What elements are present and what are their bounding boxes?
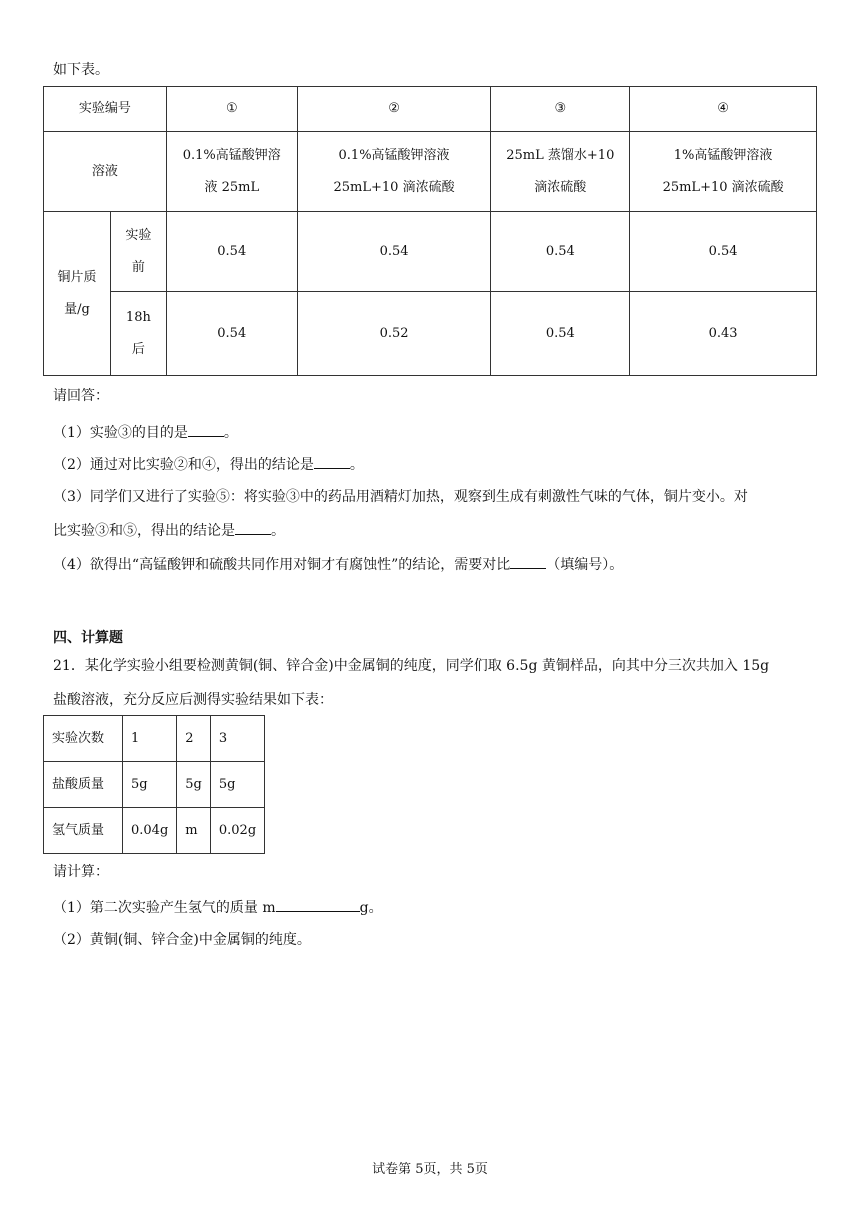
question-2: （2）通过对比实验②和④，得出的结论是 。 <box>53 454 364 475</box>
section-title: 四、计算题 <box>53 630 123 646</box>
mass-cell: 0.54 <box>166 292 297 376</box>
table-cell: 实验次数 <box>44 716 123 762</box>
table-header-cell: ④ <box>630 87 817 132</box>
mass-cell: 0.54 <box>491 212 630 292</box>
before-label: 实验 前 <box>110 212 166 292</box>
table-cell: 1 <box>123 716 177 762</box>
answer-blank <box>188 422 224 437</box>
answer-prompt: 请回答： <box>53 388 109 404</box>
problem-21-line2: 盐酸溶液，充分反应后测得实验结果如下表： <box>53 692 333 708</box>
calc-question-1: （1）第二次实验产生氢气的质量 m g。 <box>53 897 383 918</box>
table-row <box>44 762 265 808</box>
table-cell: 5g <box>210 762 264 808</box>
solution-label: 溶液 <box>44 132 167 212</box>
table-row <box>44 808 265 854</box>
question-3-line2: 比实验③和⑤，得出的结论是 。 <box>53 520 285 541</box>
solution-cell: 0.1%高锰酸钾溶液 25mL+10 滴浓硫酸 <box>297 132 491 212</box>
solution-cell: 25mL 蒸馏水+10 滴浓硫酸 <box>491 132 630 212</box>
table-header-cell: ① <box>166 87 297 132</box>
table-cell: 氢气质量 <box>44 808 123 854</box>
intro-text: 如下表。 <box>53 62 109 78</box>
calc-table <box>43 715 265 854</box>
table-cell: 3 <box>210 716 264 762</box>
table-cell: 2 <box>177 716 211 762</box>
mass-cell: 0.43 <box>630 292 817 376</box>
table-cell: m <box>177 808 211 854</box>
table-row <box>44 87 817 132</box>
answer-blank <box>314 454 350 469</box>
calc-prompt: 请计算： <box>53 864 109 880</box>
page-footer: 试卷第 5页，共 5页 <box>372 1162 488 1177</box>
table-row <box>44 716 265 762</box>
table-cell: 0.04g <box>123 808 177 854</box>
question-1: （1）实验③的目的是 。 <box>53 422 238 443</box>
table-header-cell: 实验编号 <box>44 87 167 132</box>
table-row <box>44 212 817 292</box>
table-cell: 5g <box>177 762 211 808</box>
mass-label: 铜片质 量/g <box>44 212 111 376</box>
mass-cell: 0.54 <box>297 212 491 292</box>
problem-21-line1: 21．某化学实验小组要检测黄铜(铜、锌合金)中金属铜的纯度，同学们取 6.5g 黄铜样品，向其中分三次共加入 15g <box>53 658 770 674</box>
table-cell: 0.02g <box>210 808 264 854</box>
table-cell: 5g <box>123 762 177 808</box>
table-header-cell: ③ <box>491 87 630 132</box>
answer-blank <box>510 554 546 569</box>
solution-cell: 0.1%高锰酸钾溶 液 25mL <box>166 132 297 212</box>
table-row <box>44 132 817 212</box>
mass-cell: 0.54 <box>630 212 817 292</box>
mass-cell: 0.54 <box>491 292 630 376</box>
mass-cell: 0.52 <box>297 292 491 376</box>
experiment-table <box>43 86 817 376</box>
table-header-cell: ② <box>297 87 491 132</box>
question-4: （4）欲得出“高锰酸钾和硫酸共同作用对铜才有腐蚀性”的结论，需要对比 （填编号）。 <box>53 554 623 575</box>
calc-question-2: （2）黄铜(铜、锌合金)中金属铜的纯度。 <box>53 932 311 948</box>
answer-blank <box>276 897 360 912</box>
after-label: 18h 后 <box>110 292 166 376</box>
solution-cell: 1%高锰酸钾溶液 25mL+10 滴浓硫酸 <box>630 132 817 212</box>
table-row <box>44 292 817 376</box>
table-cell: 盐酸质量 <box>44 762 123 808</box>
answer-blank <box>235 520 271 535</box>
mass-cell: 0.54 <box>166 212 297 292</box>
question-3-line1: （3）同学们又进行了实验⑤：将实验③中的药品用酒精灯加热，观察到生成有刺激性气味的气体，铜片变小。对 <box>53 489 748 505</box>
